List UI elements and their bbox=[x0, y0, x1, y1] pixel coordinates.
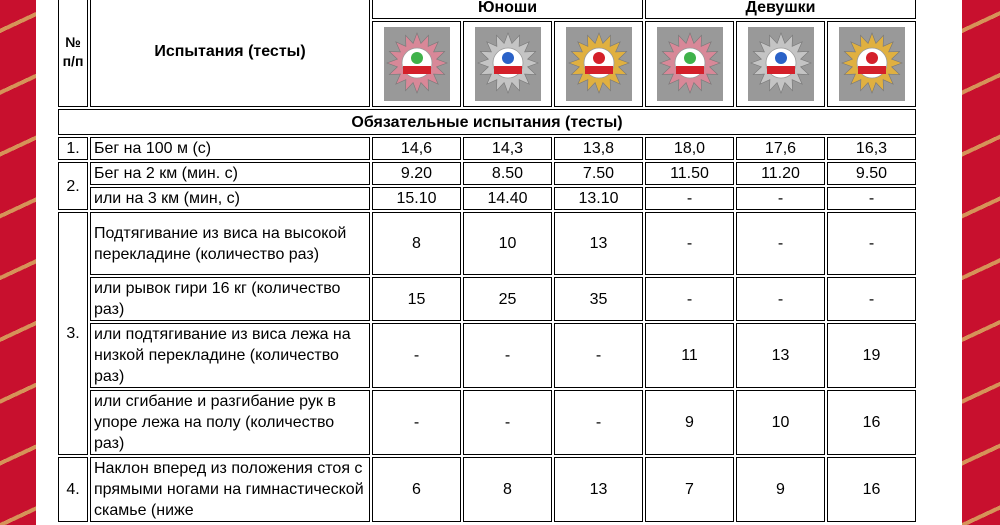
badge-cell bbox=[372, 21, 461, 107]
value-cell: - bbox=[463, 390, 552, 455]
norms-table bbox=[56, 0, 918, 524]
value-cell: 13 bbox=[554, 212, 643, 275]
tests-header-label: Испытания (тесты) bbox=[154, 43, 306, 60]
value-cell: - bbox=[372, 323, 461, 388]
value-cell: - bbox=[827, 212, 916, 275]
value-cell: 7 bbox=[645, 457, 734, 522]
value-cell: 18,0 bbox=[645, 137, 734, 160]
value-cell: - bbox=[827, 187, 916, 210]
value-cell: 9.20 bbox=[372, 162, 461, 185]
row-num: 3. bbox=[58, 212, 88, 455]
test-name: Подтягивание из виса на высокой перекладине (количество раз) bbox=[90, 212, 370, 275]
value-cell: 6 bbox=[372, 457, 461, 522]
gto-badge-gold-icon bbox=[384, 27, 450, 101]
value-cell: 9 bbox=[645, 390, 734, 455]
value-cell: 13,8 bbox=[554, 137, 643, 160]
gto-badge-bronze-icon bbox=[566, 27, 632, 101]
row-num: 4. bbox=[58, 457, 88, 522]
value-cell: - bbox=[645, 212, 734, 275]
test-name: Бег на 100 м (с) bbox=[90, 137, 370, 160]
value-cell: - bbox=[827, 277, 916, 321]
value-cell: - bbox=[736, 187, 825, 210]
value-cell: 10 bbox=[463, 212, 552, 275]
table-row bbox=[58, 277, 916, 321]
norms-sheet bbox=[36, 0, 962, 525]
value-cell: 8 bbox=[372, 212, 461, 275]
value-cell: 19 bbox=[827, 323, 916, 388]
value-cell: 7.50 bbox=[554, 162, 643, 185]
table-row bbox=[58, 323, 916, 388]
badge-cell bbox=[736, 21, 825, 107]
value-cell: 14,6 bbox=[372, 137, 461, 160]
value-cell: 8 bbox=[463, 457, 552, 522]
value-cell: 9 bbox=[736, 457, 825, 522]
test-name: или подтягивание из виса лежа на низкой перекладине (количество раз) bbox=[90, 323, 370, 388]
row-num: 2. bbox=[58, 162, 88, 210]
table-row bbox=[58, 187, 916, 210]
badge-cell bbox=[827, 21, 916, 107]
test-name: или сгибание и разгибание рук в упоре лежа на полу (количество раз) bbox=[90, 390, 370, 455]
value-cell: - bbox=[372, 390, 461, 455]
num-header-label: № п/п bbox=[62, 33, 84, 69]
table-row bbox=[58, 212, 916, 275]
table-row bbox=[58, 162, 916, 185]
value-cell: 25 bbox=[463, 277, 552, 321]
value-cell: 14.40 bbox=[463, 187, 552, 210]
value-cell: 10 bbox=[736, 390, 825, 455]
value-cell: 17,6 bbox=[736, 137, 825, 160]
value-cell: - bbox=[736, 212, 825, 275]
gto-badge-silver-icon bbox=[748, 27, 814, 101]
test-name: или рывок гири 16 кг (количество раз) bbox=[90, 277, 370, 321]
badge-cell bbox=[645, 21, 734, 107]
decor-stripe-right bbox=[962, 0, 1000, 525]
badge-cell bbox=[554, 21, 643, 107]
value-cell: - bbox=[554, 323, 643, 388]
value-cell: 35 bbox=[554, 277, 643, 321]
value-cell: 15.10 bbox=[372, 187, 461, 210]
table-row bbox=[58, 457, 916, 522]
num-header bbox=[58, 0, 88, 107]
boys-header: Юноши bbox=[372, 0, 643, 19]
value-cell: - bbox=[645, 277, 734, 321]
value-cell: 13 bbox=[554, 457, 643, 522]
value-cell: 16 bbox=[827, 390, 916, 455]
badge-cell bbox=[463, 21, 552, 107]
value-cell: - bbox=[645, 187, 734, 210]
value-cell: - bbox=[554, 390, 643, 455]
test-name: Наклон вперед из положения стоя с прямыми ногами на гимнастической скамье (ниже bbox=[90, 457, 370, 522]
value-cell: 11 bbox=[645, 323, 734, 388]
decor-stripe-left bbox=[0, 0, 36, 525]
value-cell: - bbox=[736, 277, 825, 321]
gto-badge-bronze-icon bbox=[839, 27, 905, 101]
gto-badge-gold-icon bbox=[657, 27, 723, 101]
row-num: 1. bbox=[58, 137, 88, 160]
value-cell: 14,3 bbox=[463, 137, 552, 160]
value-cell: 11.50 bbox=[645, 162, 734, 185]
value-cell: 16 bbox=[827, 457, 916, 522]
value-cell: 13.10 bbox=[554, 187, 643, 210]
header-row bbox=[58, 0, 916, 19]
value-cell: 8.50 bbox=[463, 162, 552, 185]
girls-header: Девушки bbox=[645, 0, 916, 19]
value-cell: 11.20 bbox=[736, 162, 825, 185]
test-name: или на 3 км (мин, с) bbox=[90, 187, 370, 210]
value-cell: 9.50 bbox=[827, 162, 916, 185]
section-row bbox=[58, 109, 916, 135]
value-cell: - bbox=[463, 323, 552, 388]
gto-badge-silver-icon bbox=[475, 27, 541, 101]
value-cell: 16,3 bbox=[827, 137, 916, 160]
tests-header bbox=[90, 0, 370, 107]
value-cell: 13 bbox=[736, 323, 825, 388]
section-title: Обязательные испытания (тесты) bbox=[58, 109, 916, 135]
test-name: Бег на 2 км (мин. с) bbox=[90, 162, 370, 185]
value-cell: 15 bbox=[372, 277, 461, 321]
table-row bbox=[58, 390, 916, 455]
table-row bbox=[58, 137, 916, 160]
